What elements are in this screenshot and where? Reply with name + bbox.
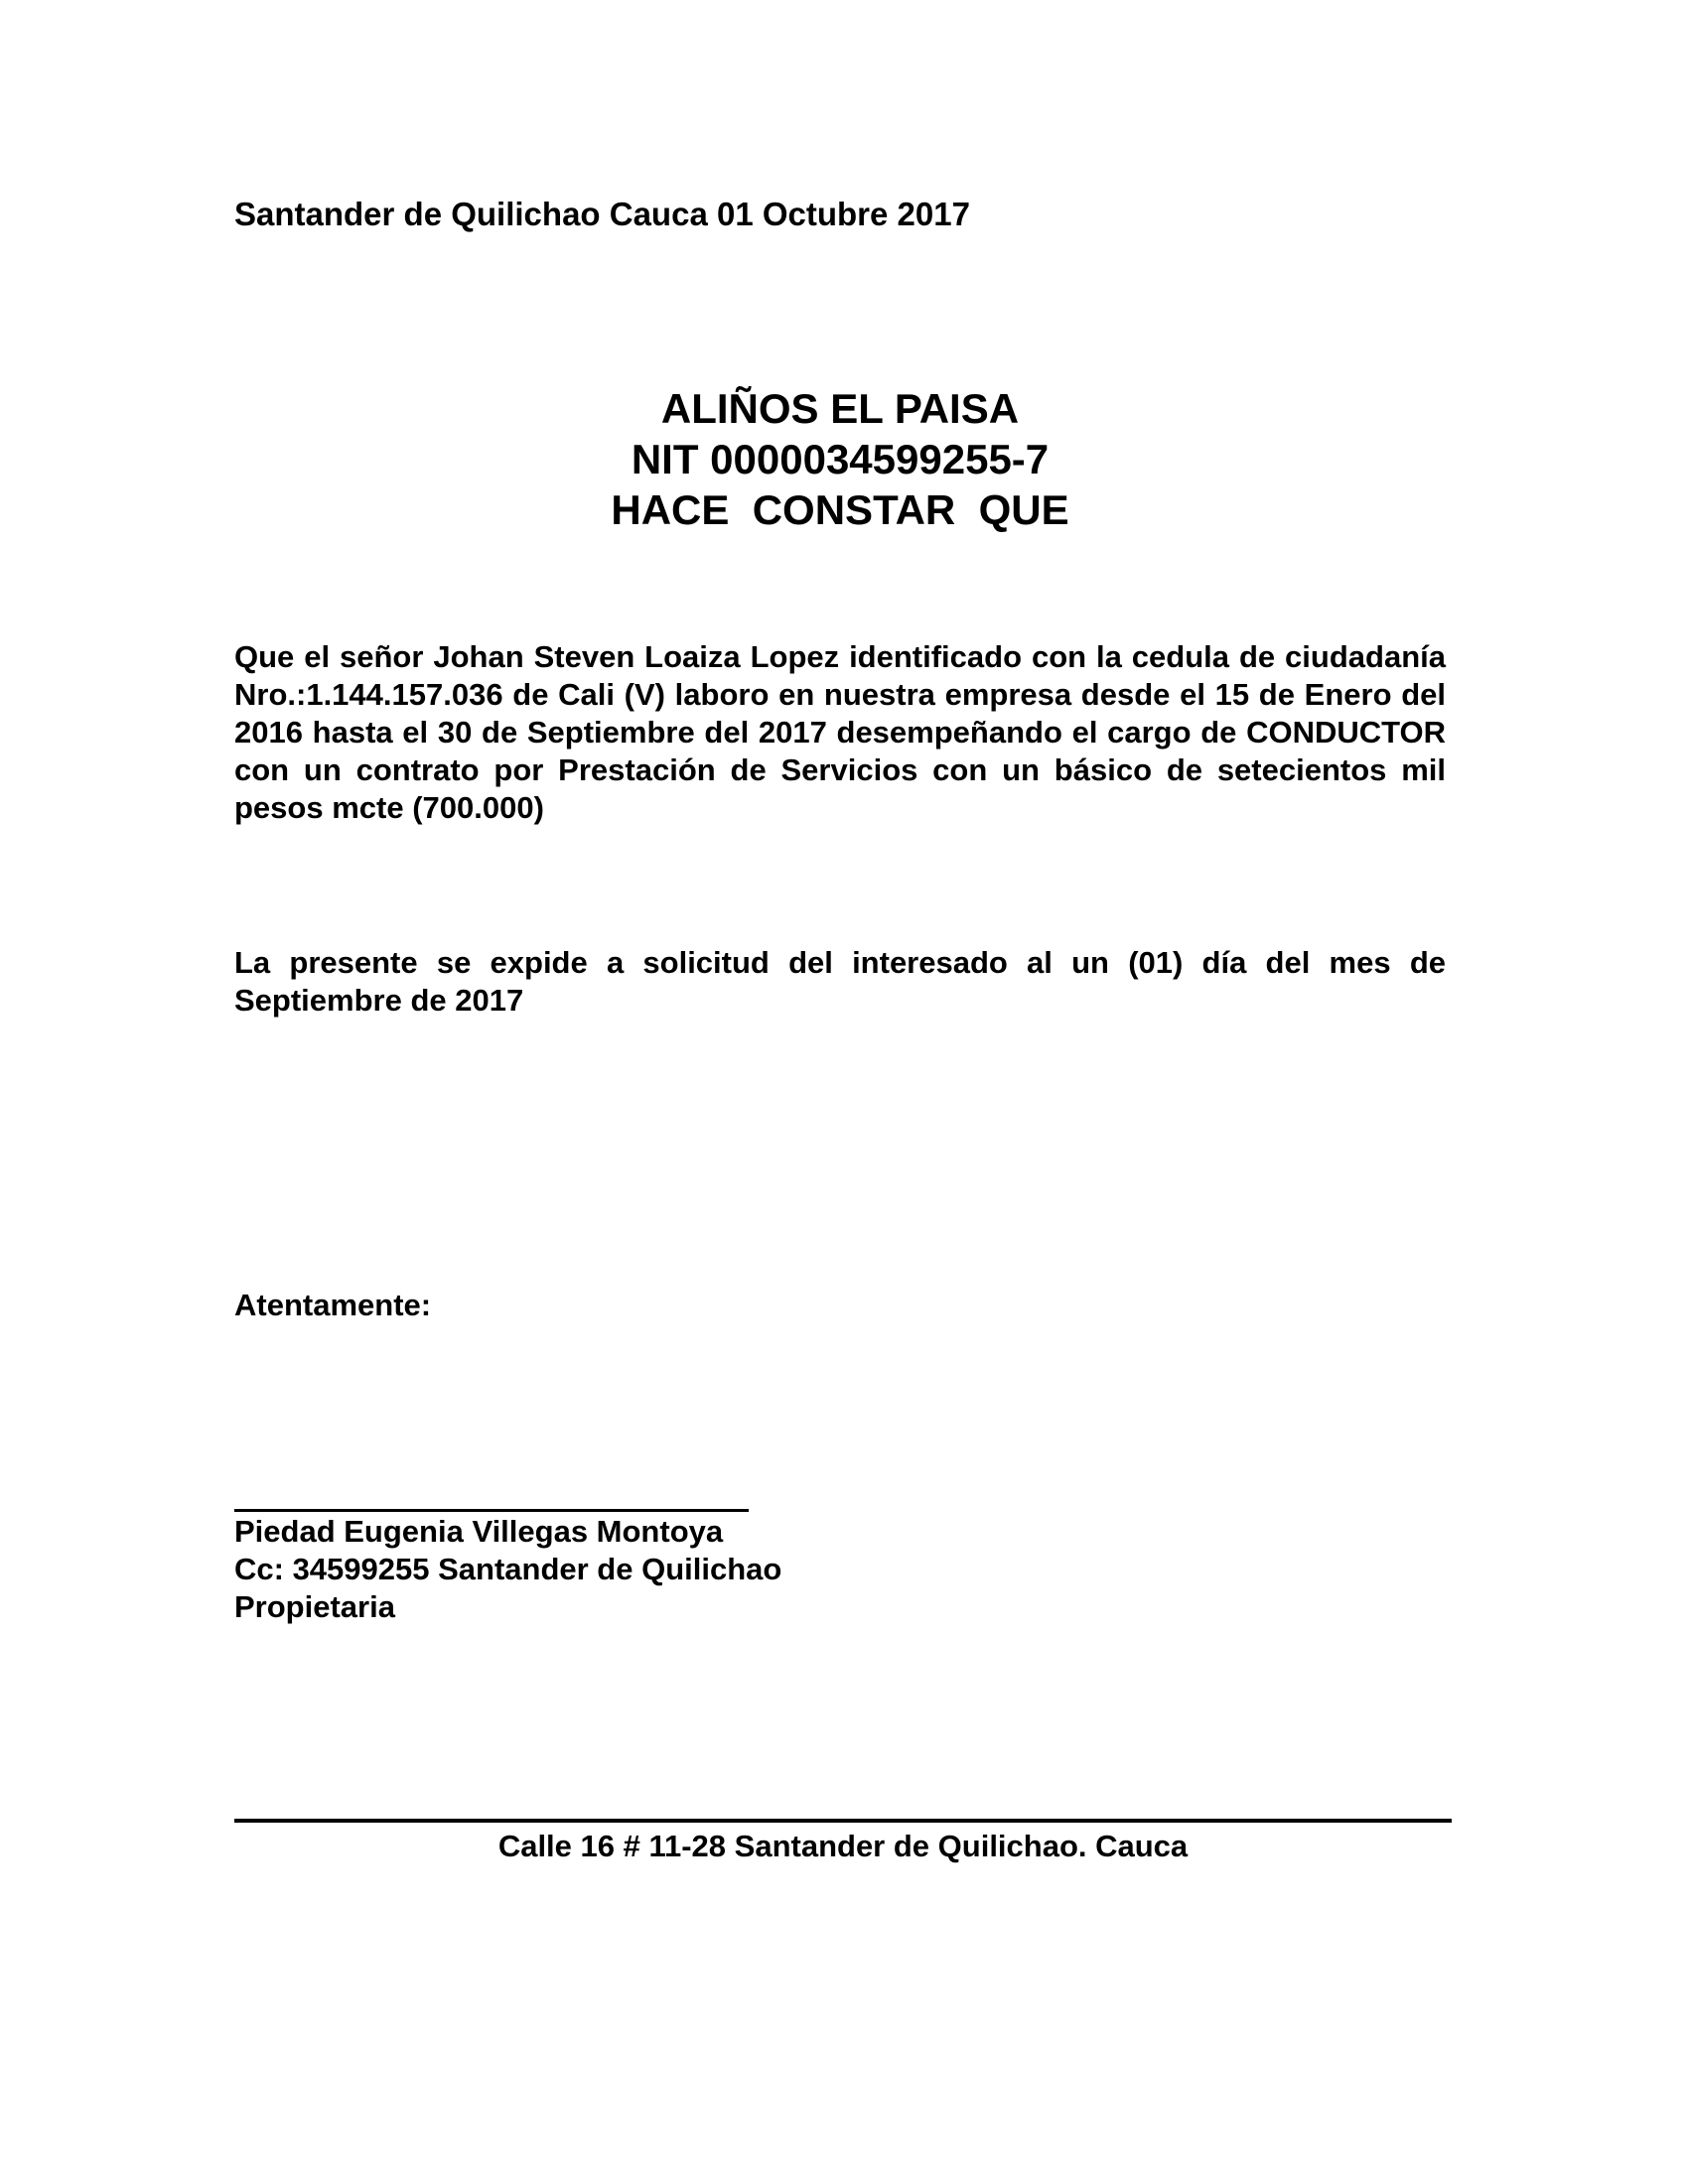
date-line: Santander de Quilichao Cauca 01 Octubre 2017 xyxy=(234,196,970,232)
signer-role: Propietaria xyxy=(234,1589,395,1624)
signer-name: Piedad Eugenia Villegas Montoya xyxy=(234,1514,724,1549)
footer-address: Calle 16 # 11-28 Santander de Quilichao. Cauca xyxy=(497,1829,1189,1863)
document-header xyxy=(234,383,1446,535)
company-name: ALIÑOS EL PAISA xyxy=(660,385,1020,432)
issuance-paragraph: La presente se expide a solicitud del interesado al un (01) día del mes de Septiembre de 2017 xyxy=(234,945,1446,1018)
company-nit: NIT 0000034599255-7 xyxy=(631,436,1050,482)
signature-line xyxy=(234,1509,749,1512)
footer-divider xyxy=(234,1819,1452,1823)
certification-heading: HACE CONSTAR QUE xyxy=(611,486,1069,533)
signer-id: Cc: 34599255 Santander de Quilichao xyxy=(234,1552,782,1586)
certification-paragraph: Que el señor Johan Steven Loaiza Lopez identificado con la cedula de ciudadanía Nro.:1.144.157.036 de Cali (V) laboro en nuestra empresa desde el 15 de Enero del 2016 hasta el 30 de Septiembre del 2017 desempeñando el cargo de CONDUCTOR con un contrato por Prestación de Servicios con un básico de setecientos mil pesos mcte (700.000) xyxy=(234,639,1446,825)
signer-block xyxy=(234,1513,781,1626)
closing-salutation: Atentamente: xyxy=(234,1288,432,1322)
